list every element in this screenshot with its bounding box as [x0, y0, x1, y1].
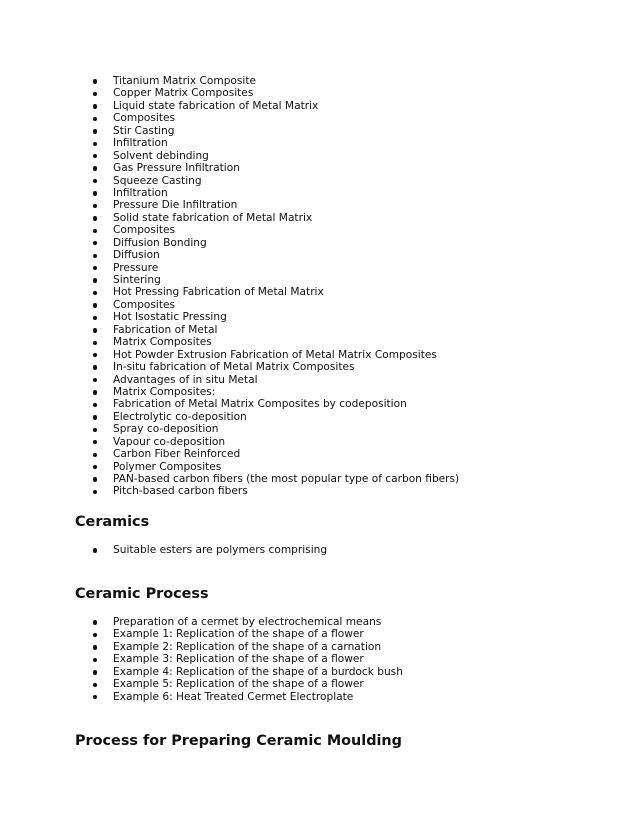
heading-ceramic-moulding: Process for Preparing Ceramic Moulding: [75, 733, 402, 749]
list-item: Composites: [0, 224, 459, 236]
list-item: Hot Powder Extrusion Fabrication of Metal Matrix Composites: [0, 349, 459, 361]
list-item: Composites: [0, 299, 459, 311]
list-item: Stir Casting: [0, 125, 459, 137]
list-item: Preparation of a cermet by electrochemical means: [0, 616, 403, 628]
list-item: Hot Isostatic Pressing: [0, 311, 459, 323]
list-item: In-situ fabrication of Metal Matrix Composites: [0, 361, 459, 373]
list-item: Example 2: Replication of the shape of a carnation: [0, 641, 403, 653]
ceramics-bullet-list: [0, 544, 327, 556]
list-item: Composites: [0, 112, 459, 124]
list-item: Example 6: Heat Treated Cermet Electroplate: [0, 691, 403, 703]
list-item: Solid state fabrication of Metal Matrix: [0, 212, 459, 224]
list-item: Pressure: [0, 262, 459, 274]
list-item: Matrix Composites: [0, 336, 459, 348]
list-item: PAN-based carbon fibers (the most popular type of carbon fibers): [0, 473, 459, 485]
list-item: Infiltration: [0, 137, 459, 149]
list-item: Matrix Composites:: [0, 386, 459, 398]
list-item: Example 5: Replication of the shape of a flower: [0, 678, 403, 690]
list-item: Electrolytic co-deposition: [0, 411, 459, 423]
list-item: Copper Matrix Composites: [0, 87, 459, 99]
list-item: Advantages of in situ Metal: [0, 374, 459, 386]
list-item: Spray co-deposition: [0, 423, 459, 435]
list-item: Infiltration: [0, 187, 459, 199]
list-item: Example 1: Replication of the shape of a flower: [0, 628, 403, 640]
list-item: Liquid state fabrication of Metal Matrix: [0, 100, 459, 112]
list-item: Vapour co-deposition: [0, 436, 459, 448]
list-item: Squeeze Casting: [0, 175, 459, 187]
heading-ceramic-process: Ceramic Process: [75, 586, 209, 602]
list-item: Pressure Die Infiltration: [0, 199, 459, 211]
list-item: Sintering: [0, 274, 459, 286]
list-item: Example 4: Replication of the shape of a burdock bush: [0, 666, 403, 678]
list-item: Diffusion: [0, 249, 459, 261]
list-item: Fabrication of Metal Matrix Composites by codeposition: [0, 398, 459, 410]
materials-bullet-list: [0, 75, 459, 498]
list-item: Hot Pressing Fabrication of Metal Matrix: [0, 286, 459, 298]
list-item: Diffusion Bonding: [0, 237, 459, 249]
list-item: Carbon Fiber Reinforced: [0, 448, 459, 460]
list-item: Example 3: Replication of the shape of a flower: [0, 653, 403, 665]
list-item: Solvent debinding: [0, 150, 459, 162]
list-item: Fabrication of Metal: [0, 324, 459, 336]
heading-ceramics: Ceramics: [75, 514, 150, 530]
ceramic-process-bullet-list: [0, 616, 403, 703]
list-item: Suitable esters are polymers comprising: [0, 544, 327, 556]
list-item: Gas Pressure Infiltration: [0, 162, 459, 174]
list-item: Polymer Composites: [0, 461, 459, 473]
list-item: Pitch-based carbon fibers: [0, 485, 459, 497]
list-item: Titanium Matrix Composite: [0, 75, 459, 87]
